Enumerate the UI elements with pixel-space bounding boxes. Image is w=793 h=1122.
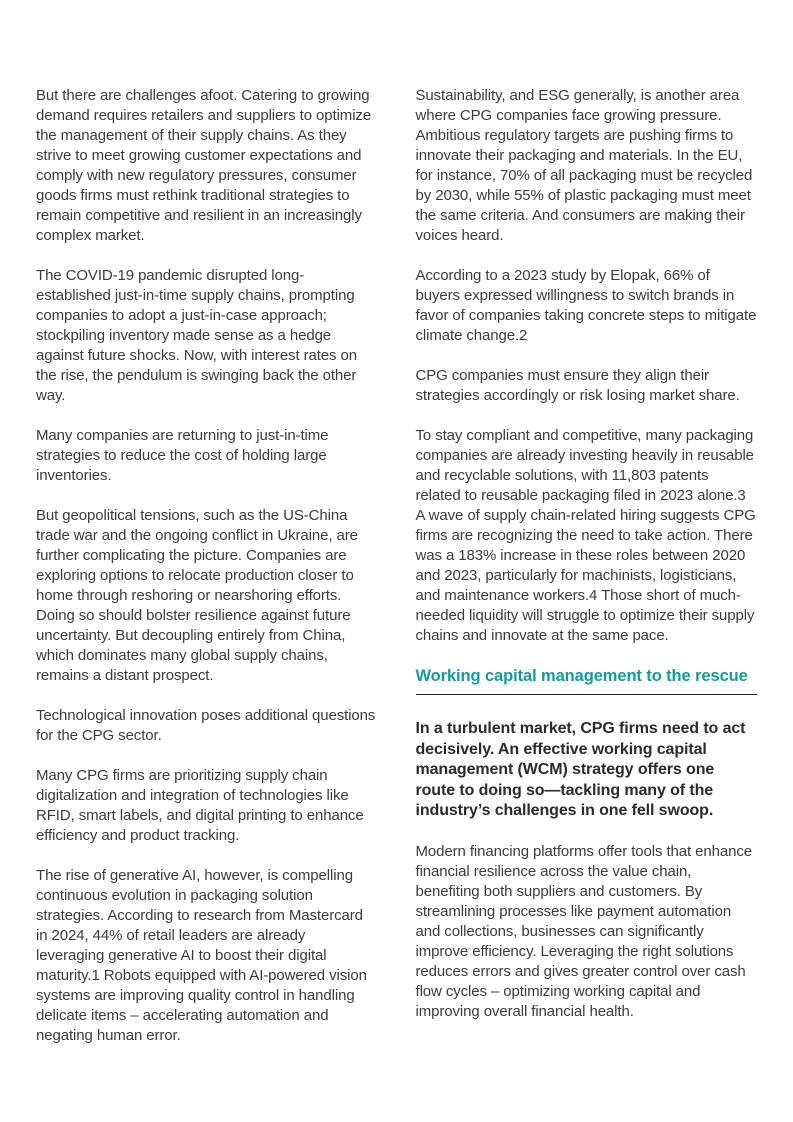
body-paragraph: Technological innovation poses additional questions for the CPG sector.: [36, 707, 376, 744]
teal-callout: Many CPG firms are prioritizing supply chain digitalization and integration of technologies like RFID, smart labels, and digital printing to enhance efficiency and product tracking.: [36, 767, 364, 844]
body-paragraph: Sustainability, and ESG generally, is another area where CPG companies face growing pressure. Ambitious regulatory targets are pushing firms to innovate their packaging and materials. In the EU, for instance, 70% of all packaging must be recycled by 2030, while 55% of plastic packaging must meet the same criteria. And consumers are making their voices heard.: [415, 87, 753, 244]
body-paragraph: CPG companies must ensure they align their strategies accordingly or risk losing market share.: [415, 367, 740, 404]
body-paragraph: But there are challenges afoot. Catering to growing demand requires retailers and suppliers to optimize the management of their supply chains. As they strive to meet growing customer expectations and comply with new regulatory pressures, consumer goods firms must rethink traditional strategies to remain competitive and resilient in an increasingly complex market.: [36, 87, 372, 244]
right-column: [416, 86, 758, 1066]
teal-callout: Many companies are returning to just-in-time strategies to reduce the cost of holding large inventories.: [36, 427, 329, 484]
body-paragraph: But geopolitical tensions, such as the US-China trade war and the ongoing conflict in Ukraine, are further complicating the picture. Companies are exploring options to relocate production closer to home through reshoring or nearshoring efforts. Doing so should bolster resilience against future uncertainty. But decoupling entirely from China, which dominates many global supply chains, remains a distant prospect.: [36, 507, 358, 684]
body-paragraph: Modern financing platforms offer tools that enhance financial resilience across the value chain, benefiting both suppliers and customers. By streamlining processes like payment automation and collections, businesses can significantly improve efficiency. Leveraging the right solutions reduces errors and gives greater control over cash flow cycles – optimizing working capital and improving overall financial health.: [415, 842, 752, 1020]
section-heading: Working capital management to the rescue: [415, 667, 748, 685]
section-divider: [416, 694, 758, 695]
body-paragraph: The rise of generative AI, however, is compelling continuous evolution in packaging solution strategies. According to research from Mastercard in 2024, 44% of retail leaders are already leveraging generative AI to boost their digital maturity.1 Robots equipped with AI-powered vision systems are improving quality control in handling delicate items – accelerating automation and negating human error.: [36, 867, 367, 1044]
left-column: [36, 86, 378, 1066]
body-paragraph: To stay compliant and competitive, many packaging companies are already investing heavily in reusable and recyclable solutions, with 11,803 patents related to reusable packaging filed in 2023 alone.3 A wave of supply chain-related hiring suggests CPG firms are recognizing the need to take action. There was a 183% increase in these roles between 2020 and 2023, particularly for machinists, logisticians, and maintenance workers.4 Those short of much-needed liquidity will struggle to optimize their supply chains and innovate at the same pace.: [415, 427, 756, 644]
lead-paragraph: In a turbulent market, CPG firms need to act decisively. An effective working capital management (WCM) strategy offers one route to doing so—tackling many of the industry’s challenges in one fell swoop.: [415, 720, 746, 819]
body-paragraph: The COVID-19 pandemic disrupted long-established just-in-time supply chains, prompting companies to adopt a just-in-case approach; stockpiling inventory made sense as a hedge against future shocks. Now, with interest rates on the rise, the pendulum is swinging back the other way.: [36, 267, 357, 404]
teal-callout: According to a 2023 study by Elopak, 66% of buyers expressed willingness to switch brands in favor of companies taking concrete steps to mitigate climate change.2: [415, 267, 757, 344]
